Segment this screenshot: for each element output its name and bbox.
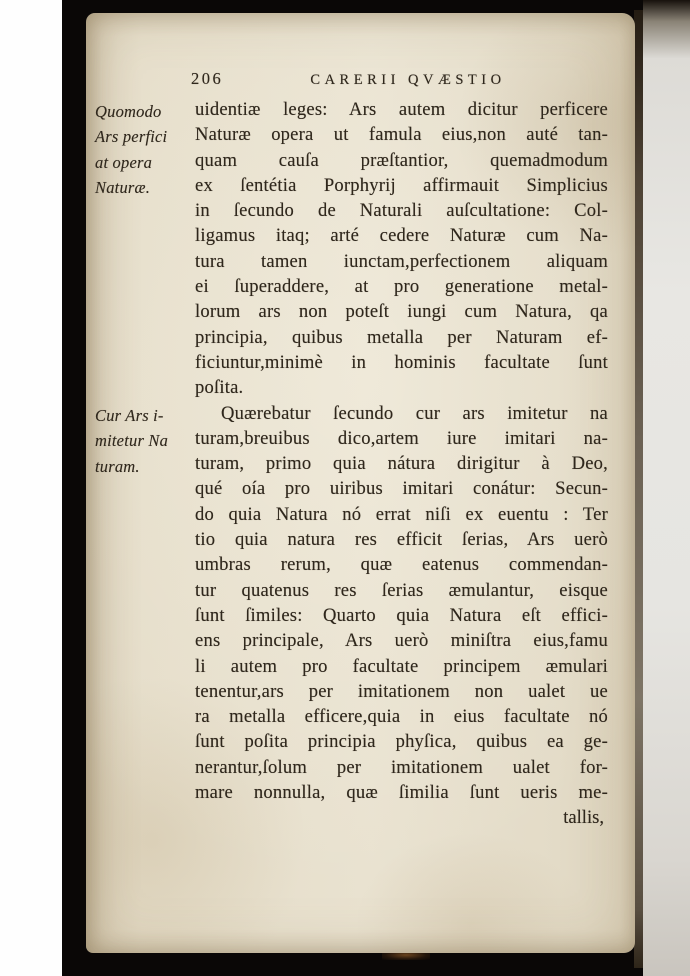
margin-note-quomodo: [95, 99, 193, 201]
paragraph-end-line: poſita.: [195, 377, 244, 399]
text-line: umbras rerum, quæ eatenus commendan-: [195, 554, 608, 576]
text-line: ſunt ſimiles: Quarto quia Natura eſt effici-: [195, 604, 608, 626]
book-page: [86, 13, 635, 953]
body-text: [195, 97, 608, 831]
text-line: turam,breuibus dico,artem iure imitari na-: [195, 427, 608, 449]
text-line: turam, primo quia nátura dirigitur à Deo,: [195, 453, 608, 475]
text-line: nerantur,ſolum per imitationem ualet for-: [195, 756, 608, 778]
text-line: tur quatenus res ſerias æmulantur, eisque: [195, 579, 608, 601]
text-line: do quia Natura nó errat niſi ex euentu : Ter: [195, 503, 608, 525]
margin-note-line: mitetur Na: [95, 431, 169, 451]
text-line: principia, quibus metalla per Naturam ef-: [195, 326, 608, 348]
margin-note-line: Quomodo: [95, 102, 162, 121]
text-line: in ſecundo de Naturali auſcultatione: Col-: [195, 200, 608, 222]
margin-note-line: at opera: [95, 152, 153, 172]
book-fore-edge: [643, 0, 690, 976]
text-line: ex ſentétia Porphyrij affirmauit Simplicius: [195, 174, 608, 196]
text-line: tenentur,ars per imitationem non ualet ue: [195, 680, 608, 702]
text-line: ſunt poſita principia phyſica, quibus ea ge-: [195, 731, 608, 753]
scan-left-margin: [0, 0, 62, 976]
margin-note-line: Naturæ.: [95, 178, 151, 198]
running-header: [191, 69, 611, 89]
text-line: Naturæ opera ut famula eius,non auté tan-: [195, 124, 608, 146]
margin-note-line: Cur Ars i-: [95, 406, 164, 425]
text-line: qué oía pro uiribus imitari conátur: Secun-: [195, 478, 608, 500]
text-line: ficiuntur,minimè in hominis facultate ſunt: [195, 351, 608, 373]
text-line: quam cauſa præſtantior, quemadmodum: [195, 149, 608, 171]
text-line: ens principale, Ars uerò miniſtra eius,famu: [195, 630, 608, 652]
paragraph-start-line: Quærebatur ſecundo cur ars imitetur na: [221, 402, 608, 424]
margin-note-line: Ars perfici: [95, 127, 168, 147]
text-line: ra metalla efficere,quia in eius facultate nó: [195, 706, 608, 728]
page-number: 206: [191, 69, 224, 88]
running-header-title: CARERII QVÆSTIO: [310, 72, 506, 88]
text-line: ligamus itaq; arté cedere Naturæ cum Na-: [195, 225, 608, 247]
text-line: mare nonnulla, quæ ſimilia ſunt ueris me-: [195, 782, 608, 804]
page-edge-shadow: [634, 10, 643, 968]
text-line: li autem pro facultate principem æmulari: [195, 655, 608, 677]
text-line: tio quia natura res efficit ſerias, Ars uerò: [195, 529, 608, 551]
text-line: lorum ars non poteſt iungi cum Natura, qa: [195, 301, 608, 323]
catchword: tallis,: [563, 807, 604, 829]
margin-note-cur-ars: [95, 403, 193, 479]
text-line: uidentiæ leges: Ars autem dicitur perficere: [195, 99, 608, 120]
text-line: ei ſuperaddere, at pro generatione metal-: [195, 276, 608, 298]
margin-note-line: turam.: [95, 456, 140, 476]
text-line: tura tamen iunctam,perfectionem aliquam: [195, 250, 608, 272]
